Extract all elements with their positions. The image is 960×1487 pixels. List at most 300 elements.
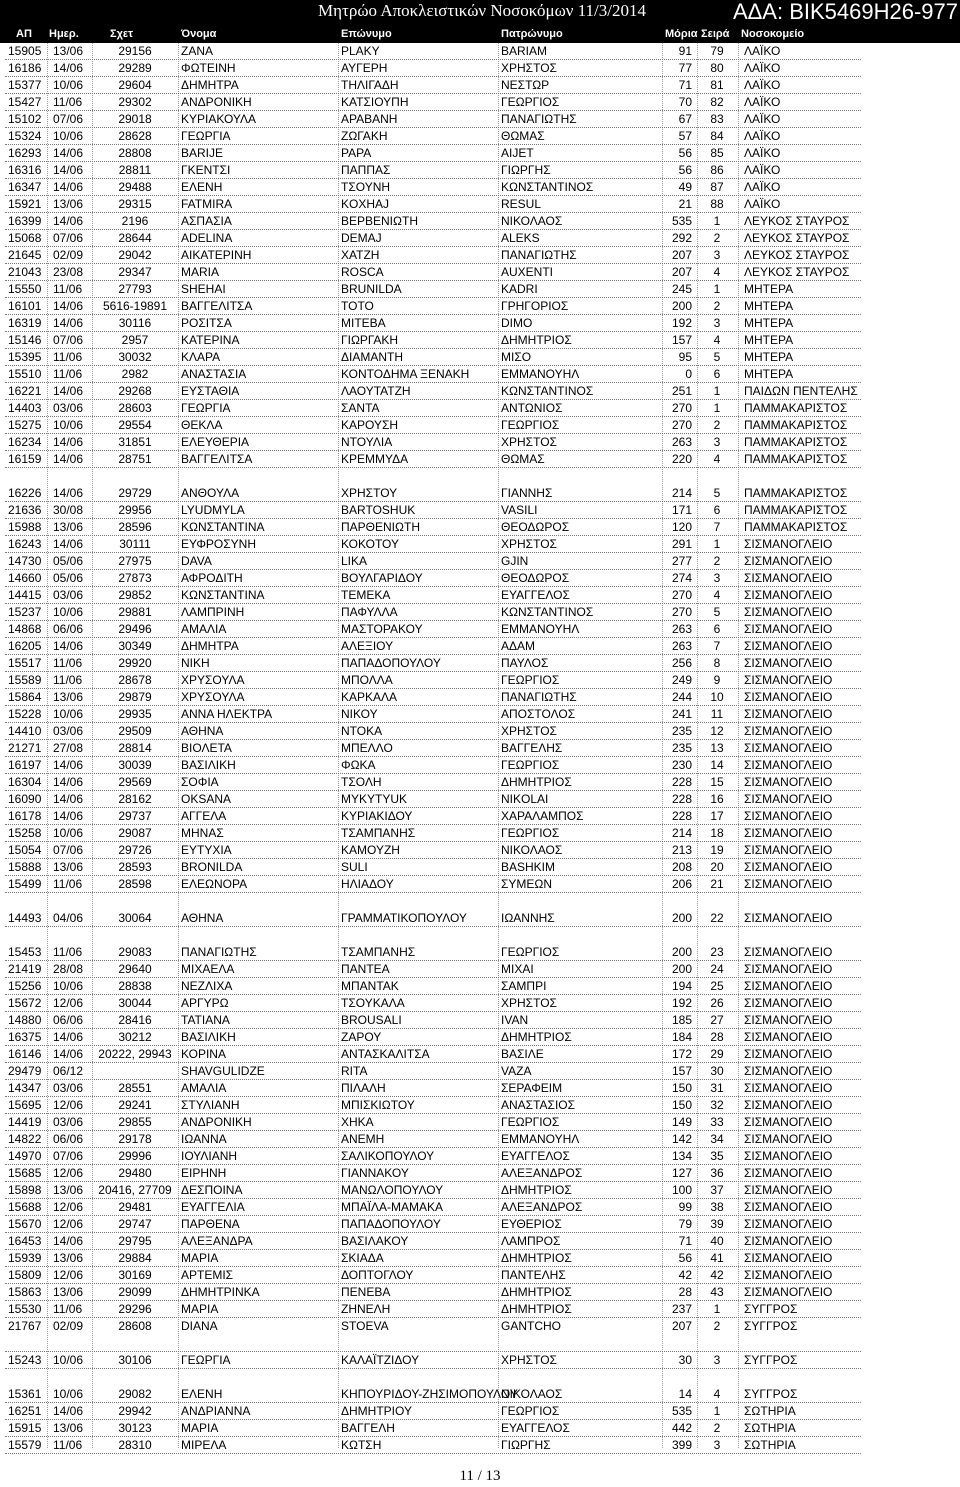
table-row bbox=[0, 604, 960, 621]
cell-ap: 14970 bbox=[8, 1149, 42, 1163]
cell-name: ΜΑΡΙΑ bbox=[181, 1251, 219, 1265]
cell-ap: 21636 bbox=[8, 503, 42, 517]
cell-name: ΜΑΡΙΑ bbox=[181, 1421, 219, 1435]
cell-father: ΕΜΜΑΝΟΥΗΛ bbox=[501, 1132, 580, 1146]
cell-moria: 21 bbox=[678, 197, 692, 211]
cell-name: ΚΑΤΕΡΙΝΑ bbox=[181, 333, 240, 347]
cell-father: ΝΕΣΤΩΡ bbox=[501, 78, 550, 92]
cell-father: ΧΑΡΑΛΑΜΠΟΣ bbox=[501, 809, 584, 823]
cell-moria: 157 bbox=[671, 1064, 692, 1078]
cell-hospital: ΣΙΣΜΑΝΟΓΛΕΙΟ bbox=[744, 741, 833, 755]
cell-hospital: ΣΙΣΜΑΝΟΓΛΕΙΟ bbox=[744, 588, 833, 602]
cell-father: NIKOLAI bbox=[501, 792, 549, 806]
cell-ap: 14868 bbox=[8, 622, 42, 636]
cell-surname: ΚΗΠΟΥΡΙΔΟΥ-ΖΗΣΙΜΟΠΟΥΛΟΥ bbox=[341, 1387, 518, 1401]
cell-ap: 16146 bbox=[8, 1047, 42, 1061]
cell-hospital: ΛΕΥΚΟΣ ΣΤΑΥΡΟΣ bbox=[744, 214, 850, 228]
cell-ap: 21271 bbox=[8, 741, 42, 755]
cell-father: ΚΩΝΣΤΑΝΤΙΝΟΣ bbox=[501, 180, 594, 194]
cell-date: 06/06 bbox=[53, 1132, 84, 1146]
cell-father: ΕΜΜΑΝΟΥΗΛ bbox=[501, 622, 580, 636]
cell-ap: 16101 bbox=[8, 299, 42, 313]
cell-surname: ΠΑΠΠΑΣ bbox=[341, 163, 391, 177]
cell-name: ΕΥΣΤΑΘΙΑ bbox=[181, 384, 240, 398]
cell-ap: 15361 bbox=[8, 1387, 42, 1401]
cell-father: ΕΥΑΓΓΕΛΟΣ bbox=[501, 1149, 570, 1163]
cell-father: ΝΙΚΟΛΑΟΣ bbox=[501, 214, 563, 228]
cell-name: ΑΡΓΥΡΩ bbox=[181, 996, 229, 1010]
cell-seira: 1 bbox=[713, 282, 721, 296]
cell-hospital: ΣΙΣΜΑΝΟΓΛΕΙΟ bbox=[744, 724, 833, 738]
cell-date: 14/06 bbox=[53, 214, 84, 228]
cell-ap: 15510 bbox=[8, 367, 42, 381]
cell-father: ΠΑΝΑΓΙΩΤΗΣ bbox=[501, 112, 577, 126]
cell-name: ΓΕΩΡΓΙΑ bbox=[181, 1353, 231, 1367]
cell-father: ΔΗΜΗΤΡΙΟΣ bbox=[501, 1251, 572, 1265]
cell-name: LYUDMYLA bbox=[181, 503, 245, 517]
cell-father: ΚΩΝΣΤΑΝΤΙΝΟΣ bbox=[501, 384, 594, 398]
cell-surname: ΑΛΕΞΙΟΥ bbox=[341, 639, 394, 653]
cell-seira: 26 bbox=[710, 996, 724, 1010]
cell-name: ΙΩΑΝΝΑ bbox=[181, 1132, 227, 1146]
cell-seira: 25 bbox=[710, 979, 724, 993]
cell-moria: 228 bbox=[671, 792, 692, 806]
cell-ap: 15324 bbox=[8, 129, 42, 143]
cell-surname: ΚΟΝΤΟΔΗΜΑ ΞΕΝΑΚΗ bbox=[341, 367, 470, 381]
table-row bbox=[0, 536, 960, 553]
cell-sxet: 5616-19891 bbox=[102, 299, 168, 313]
cell-ap: 16319 bbox=[8, 316, 42, 330]
cell-hospital: ΣΙΣΜΑΝΟΓΛΕΙΟ bbox=[744, 639, 833, 653]
cell-seira: 1 bbox=[713, 214, 721, 228]
cell-moria: 57 bbox=[678, 129, 692, 143]
cell-hospital: ΣΙΣΜΑΝΟΓΛΕΙΟ bbox=[744, 877, 833, 891]
cell-father: ΔΗΜΗΤΡΙΟΣ bbox=[501, 1183, 572, 1197]
cell-date: 14/06 bbox=[53, 1030, 84, 1044]
cell-ap: 16347 bbox=[8, 180, 42, 194]
cell-name: ΚΩΝΣΤΑΝΤΙΝΑ bbox=[181, 520, 265, 534]
cell-sxet: 30044 bbox=[118, 996, 152, 1010]
cell-date: 14/06 bbox=[53, 452, 84, 466]
cell-name: ΙΟΥΛΙΑΝΗ bbox=[181, 1149, 238, 1163]
cell-surname: ΚΡΕΜΜΥΔΑ bbox=[341, 452, 409, 466]
cell-sxet: 29268 bbox=[118, 384, 152, 398]
cell-surname: ΚΑΡΚΑΛΑ bbox=[341, 690, 398, 704]
table-row bbox=[0, 672, 960, 689]
cell-surname: ΓΙΩΡΓΑΚΗ bbox=[341, 333, 399, 347]
cell-name: ΕΛΕΥΘΕΡΙΑ bbox=[181, 435, 250, 449]
table-row bbox=[0, 145, 960, 162]
cell-moria: 249 bbox=[671, 673, 692, 687]
cell-surname: BARTOSHUK bbox=[341, 503, 416, 517]
cell-name: ΘΕΚΛΑ bbox=[181, 418, 223, 432]
cell-seira: 2 bbox=[713, 231, 721, 245]
cell-seira: 84 bbox=[710, 129, 724, 143]
cell-ap: 16159 bbox=[8, 452, 42, 466]
cell-seira: 4 bbox=[713, 333, 721, 347]
cell-hospital: ΣΙΣΜΑΝΟΓΛΕΙΟ bbox=[744, 945, 833, 959]
cell-moria: 213 bbox=[671, 843, 692, 857]
cell-sxet: 29569 bbox=[118, 775, 152, 789]
cell-sxet: 30039 bbox=[118, 758, 152, 772]
cell-ap: 15863 bbox=[8, 1285, 42, 1299]
cell-moria: 70 bbox=[678, 95, 692, 109]
cell-sxet: 29879 bbox=[118, 690, 152, 704]
cell-name: ΧΡΥΣΟΥΛΑ bbox=[181, 690, 245, 704]
cell-father: ΓΕΩΡΓΙΟΣ bbox=[501, 1115, 560, 1129]
cell-surname: ΚΟΚΟΤΟΥ bbox=[341, 537, 400, 551]
cell-ap: 15146 bbox=[8, 333, 42, 347]
cell-ap: 16234 bbox=[8, 435, 42, 449]
cell-hospital: ΠΑΜΜΑΚΑΡΙΣΤΟΣ bbox=[744, 520, 848, 534]
header-seira: Σειρά bbox=[701, 28, 730, 40]
cell-hospital: ΣΙΣΜΑΝΟΓΛΕΙΟ bbox=[744, 1132, 833, 1146]
cell-sxet: 29884 bbox=[118, 1251, 152, 1265]
table-row bbox=[0, 706, 960, 723]
cell-father: ΣΑΜΠΡΙ bbox=[501, 979, 547, 993]
cell-surname: ΖΑΡΟΥ bbox=[341, 1030, 382, 1044]
cell-name: ΑΝΘΟΥΛΑ bbox=[181, 486, 240, 500]
cell-name: OKSANA bbox=[181, 792, 232, 806]
cell-surname: ΠΑΡΘΕΝΙΩΤΗ bbox=[341, 520, 420, 534]
cell-moria: 292 bbox=[671, 231, 692, 245]
table-row bbox=[0, 417, 960, 434]
cell-seira: 7 bbox=[713, 639, 721, 653]
cell-hospital: ΣΙΣΜΑΝΟΓΛΕΙΟ bbox=[744, 1183, 833, 1197]
cell-date: 11/06 bbox=[53, 367, 83, 381]
cell-surname: ΤΗΛΙΓΑΔΗ bbox=[341, 78, 399, 92]
cell-name: ΔΕΣΠΟΙΝΑ bbox=[181, 1183, 243, 1197]
cell-hospital: ΣΩΤΗΡΙΑ bbox=[744, 1438, 796, 1452]
cell-sxet: 29942 bbox=[118, 1404, 152, 1418]
cell-hospital: ΣΙΣΜΑΝΟΓΛΕΙΟ bbox=[744, 571, 833, 585]
cell-sxet: 29640 bbox=[118, 962, 152, 976]
cell-ap: 15809 bbox=[8, 1268, 42, 1282]
cell-father: ΒΑΓΓΕΛΗΣ bbox=[501, 741, 563, 755]
cell-sxet: 29881 bbox=[118, 605, 152, 619]
table-row bbox=[0, 1216, 960, 1233]
cell-moria: 206 bbox=[671, 877, 692, 891]
cell-father: ΓΕΩΡΓΙΟΣ bbox=[501, 95, 560, 109]
table-row bbox=[0, 1114, 960, 1131]
cell-moria: 208 bbox=[671, 860, 692, 874]
cell-surname: ΣΚΙΑΔΑ bbox=[341, 1251, 384, 1265]
cell-hospital: ΣΙΣΜΑΝΟΓΛΕΙΟ bbox=[744, 1047, 833, 1061]
table-row bbox=[0, 196, 960, 213]
cell-surname: RITA bbox=[341, 1064, 368, 1078]
cell-sxet: 28596 bbox=[118, 520, 152, 534]
cell-sxet: 29852 bbox=[118, 588, 152, 602]
cell-date: 11/06 bbox=[53, 350, 83, 364]
cell-hospital: ΣΙΣΜΑΝΟΓΛΕΙΟ bbox=[744, 673, 833, 687]
cell-sxet: 28644 bbox=[118, 231, 152, 245]
cell-moria: 14 bbox=[678, 1387, 692, 1401]
cell-sxet: 29178 bbox=[118, 1132, 152, 1146]
table-row bbox=[0, 94, 960, 111]
cell-moria: 71 bbox=[678, 1234, 692, 1248]
cell-surname: BROUSALI bbox=[341, 1013, 402, 1027]
cell-date: 27/08 bbox=[53, 741, 84, 755]
table-row bbox=[0, 553, 960, 570]
cell-ap: 21767 bbox=[8, 1319, 42, 1333]
cell-sxet: 29289 bbox=[118, 61, 152, 75]
cell-date: 10/06 bbox=[53, 78, 84, 92]
cell-name: ΑΜΑΛΙΑ bbox=[181, 1081, 227, 1095]
cell-hospital: ΜΗΤΕΡΑ bbox=[744, 333, 794, 347]
cell-date: 11/06 bbox=[53, 1302, 83, 1316]
cell-name: ΕΛΕΩΝΟΡΑ bbox=[181, 877, 248, 891]
cell-ap: 16205 bbox=[8, 639, 42, 653]
cell-ap: 15237 bbox=[8, 605, 42, 619]
cell-name: ΕΛΕΝΗ bbox=[181, 1387, 223, 1401]
table-row bbox=[0, 1046, 960, 1063]
cell-father: ΑΛΕΞΑΝΔΡΟΣ bbox=[501, 1200, 583, 1214]
cell-name: ΑΝΔΡΟΝΙΚΗ bbox=[181, 1115, 252, 1129]
cell-seira: 9 bbox=[713, 673, 721, 687]
cell-hospital: ΠΑΜΜΑΚΑΡΙΣΤΟΣ bbox=[744, 486, 848, 500]
cell-surname: ΑΝΕΜΗ bbox=[341, 1132, 385, 1146]
cell-surname: ΠΑΝΤΕΑ bbox=[341, 962, 390, 976]
cell-seira: 4 bbox=[713, 452, 721, 466]
cell-name: ADELINA bbox=[181, 231, 233, 245]
cell-date: 11/06 bbox=[53, 673, 83, 687]
cell-hospital: ΜΗΤΕΡΑ bbox=[744, 299, 794, 313]
cell-hospital: ΣΙΣΜΑΝΟΓΛΕΙΟ bbox=[744, 843, 833, 857]
cell-name: ΔΗΜΗΤΡΑ bbox=[181, 78, 239, 92]
cell-moria: 149 bbox=[671, 1115, 692, 1129]
cell-sxet: 29996 bbox=[118, 1149, 152, 1163]
cell-ap: 15275 bbox=[8, 418, 42, 432]
cell-surname: ΠΑΦΥΛΛΑ bbox=[341, 605, 398, 619]
cell-ap: 15695 bbox=[8, 1098, 42, 1112]
cell-father: RESUL bbox=[501, 197, 542, 211]
cell-ap: 15517 bbox=[8, 656, 42, 670]
cell-name: ΑΝΔΡΙΑΝΝΑ bbox=[181, 1404, 251, 1418]
cell-date: 13/06 bbox=[53, 1421, 84, 1435]
cell-moria: 228 bbox=[671, 809, 692, 823]
cell-sxet: 29726 bbox=[118, 843, 152, 857]
cell-sxet: 29480 bbox=[118, 1166, 152, 1180]
cell-moria: 237 bbox=[671, 1302, 692, 1316]
cell-name: FATMIRA bbox=[181, 197, 233, 211]
cell-ap: 15243 bbox=[8, 1353, 42, 1367]
cell-father: ΧΡΗΣΤΟΣ bbox=[501, 537, 557, 551]
cell-surname: ΤΣΑΜΠΑΝΗΣ bbox=[341, 826, 416, 840]
cell-moria: 77 bbox=[678, 61, 692, 75]
cell-seira: 87 bbox=[710, 180, 724, 194]
cell-surname: ΣΑΛΙΚΟΠΟΥΛΟΥ bbox=[341, 1149, 435, 1163]
cell-date: 07/06 bbox=[53, 112, 84, 126]
cell-father: ΙΩΑΝΝΗΣ bbox=[501, 911, 555, 925]
table-row bbox=[0, 1352, 960, 1369]
cell-moria: 535 bbox=[671, 1404, 692, 1418]
cell-father: AUXENTI bbox=[501, 265, 554, 279]
cell-name: ΣΟΦΙΑ bbox=[181, 775, 219, 789]
table-row bbox=[0, 434, 960, 451]
cell-father: DIMO bbox=[501, 316, 533, 330]
cell-date: 02/09 bbox=[53, 1319, 84, 1333]
cell-hospital: ΜΗΤΕΡΑ bbox=[744, 350, 794, 364]
cell-date: 14/06 bbox=[53, 316, 84, 330]
cell-ap: 15054 bbox=[8, 843, 42, 857]
cell-date: 14/06 bbox=[53, 639, 84, 653]
cell-seira: 79 bbox=[710, 44, 724, 58]
cell-hospital: ΣΙΣΜΑΝΟΓΛΕΙΟ bbox=[744, 537, 833, 551]
table-row bbox=[0, 995, 960, 1012]
cell-moria: 120 bbox=[671, 520, 692, 534]
header-ap: ΑΠ bbox=[16, 28, 32, 40]
cell-ap: 15688 bbox=[8, 1200, 42, 1214]
cell-surname: ΒΑΣΙΛΑΚΟΥ bbox=[341, 1234, 409, 1248]
cell-hospital: ΣΙΣΜΑΝΟΓΛΕΙΟ bbox=[744, 1251, 833, 1265]
cell-seira: 19 bbox=[710, 843, 724, 857]
cell-father: ΒΑΣΙΛΕ bbox=[501, 1047, 544, 1061]
page-number: 11 / 13 bbox=[459, 1468, 501, 1484]
cell-hospital: ΛΑΪΚΟ bbox=[744, 44, 781, 58]
cell-father: ΣΕΡΑΦΕΙΜ bbox=[501, 1081, 563, 1095]
cell-hospital: ΜΗΤΕΡΑ bbox=[744, 367, 794, 381]
cell-name: ΓΚΕΝΤΣΙ bbox=[181, 163, 231, 177]
cell-hospital: ΣΙΣΜΑΝΟΓΛΕΙΟ bbox=[744, 775, 833, 789]
cell-date: 14/06 bbox=[53, 758, 84, 772]
cell-seira: 85 bbox=[710, 146, 724, 160]
cell-sxet: 30111 bbox=[119, 537, 151, 551]
cell-date: 07/06 bbox=[53, 333, 84, 347]
cell-father: ΓΕΩΡΓΙΟΣ bbox=[501, 826, 560, 840]
cell-date: 14/06 bbox=[53, 1047, 84, 1061]
header-name: Όνομα bbox=[181, 28, 217, 40]
cell-date: 14/06 bbox=[53, 180, 84, 194]
cell-name: ΑΦΡΟΔΙΤΗ bbox=[181, 571, 243, 585]
cell-sxet: 30212 bbox=[118, 1030, 152, 1044]
cell-sxet: 29956 bbox=[118, 503, 152, 517]
cell-ap: 16399 bbox=[8, 214, 42, 228]
cell-ap: 16243 bbox=[8, 537, 42, 551]
cell-surname: ΝΤΟΥΛΙΑ bbox=[341, 435, 393, 449]
cell-seira: 18 bbox=[710, 826, 724, 840]
cell-ap: 15499 bbox=[8, 877, 42, 891]
cell-surname: ΑΡΑΒΑΝΗ bbox=[341, 112, 398, 126]
cell-sxet: 29296 bbox=[118, 1302, 152, 1316]
cell-seira: 4 bbox=[713, 1387, 721, 1401]
cell-date: 14/06 bbox=[53, 384, 84, 398]
cell-moria: 442 bbox=[671, 1421, 692, 1435]
cell-hospital: ΛΑΪΚΟ bbox=[744, 61, 781, 75]
cell-sxet: 29347 bbox=[118, 265, 152, 279]
table-row bbox=[0, 1284, 960, 1301]
cell-seira: 80 bbox=[710, 61, 724, 75]
cell-surname: ΜΠΙΣΚΙΩΤΟΥ bbox=[341, 1098, 415, 1112]
table-row bbox=[0, 179, 960, 196]
cell-ap: 16186 bbox=[8, 61, 42, 75]
cell-moria: 244 bbox=[671, 690, 692, 704]
cell-father: ΧΡΗΣΤΟΣ bbox=[501, 61, 557, 75]
cell-seira: 38 bbox=[710, 1200, 724, 1214]
table-row bbox=[0, 230, 960, 247]
table-row bbox=[0, 1369, 960, 1403]
cell-hospital: ΜΗΤΕΡΑ bbox=[744, 316, 794, 330]
cell-name: ΛΑΜΠΡΙΝΗ bbox=[181, 605, 245, 619]
table-row bbox=[0, 366, 960, 383]
cell-sxet: 29920 bbox=[118, 656, 152, 670]
cell-hospital: ΠΑΜΜΑΚΑΡΙΣΤΟΣ bbox=[744, 503, 848, 517]
cell-name: ΣΤΥΛΙΑΝΗ bbox=[181, 1098, 240, 1112]
cell-seira: 24 bbox=[710, 962, 724, 976]
cell-surname: ΤΣΟΛΗ bbox=[341, 775, 382, 789]
cell-seira: 8 bbox=[713, 656, 721, 670]
cell-father: ΔΗΜΗΤΡΙΟΣ bbox=[501, 775, 572, 789]
cell-seira: 3 bbox=[713, 316, 721, 330]
cell-seira: 81 bbox=[710, 78, 724, 92]
cell-father: ΜΙΧΑΙ bbox=[501, 962, 534, 976]
table-row bbox=[0, 77, 960, 94]
cell-hospital: ΣΙΣΜΑΝΟΓΛΕΙΟ bbox=[744, 860, 833, 874]
cell-father: ΘΩΜΑΣ bbox=[501, 452, 545, 466]
cell-date: 13/06 bbox=[53, 44, 84, 58]
cell-ap: 29479 bbox=[8, 1064, 42, 1078]
cell-moria: 56 bbox=[678, 146, 692, 160]
cell-date: 12/06 bbox=[53, 1166, 84, 1180]
cell-moria: 127 bbox=[671, 1166, 692, 1180]
cell-surname: ΔΗΜΗΤΡΙΟΥ bbox=[341, 1404, 412, 1418]
cell-ap: 15898 bbox=[8, 1183, 42, 1197]
cell-moria: 274 bbox=[671, 571, 692, 585]
cell-hospital: ΣΩΤΗΡΙΑ bbox=[744, 1421, 796, 1435]
cell-name: ΜΗΝΑΣ bbox=[181, 826, 224, 840]
cell-date: 23/08 bbox=[53, 265, 84, 279]
cell-sxet: 31851 bbox=[118, 435, 152, 449]
cell-name: ΑΙΚΑΤΕΡΙΝΗ bbox=[181, 248, 252, 262]
cell-name: ΑΓΓΕΛΑ bbox=[181, 809, 227, 823]
cell-father: ΘΕΟΔΩΡΟΣ bbox=[501, 520, 570, 534]
document-banner bbox=[0, 0, 960, 26]
cell-surname: ΑΝΤΑΣΚΑΛΙΤΣΑ bbox=[341, 1047, 430, 1061]
cell-father: ΔΗΜΗΤΡΙΟΣ bbox=[501, 333, 572, 347]
cell-moria: 263 bbox=[671, 639, 692, 653]
table-row bbox=[0, 332, 960, 349]
cell-sxet: 30116 bbox=[118, 316, 152, 330]
cell-ap: 16197 bbox=[8, 758, 42, 772]
cell-hospital: ΠΑΜΜΑΚΑΡΙΣΤΟΣ bbox=[744, 452, 848, 466]
cell-father: ΓΡΗΓΟΡΙΟΣ bbox=[501, 299, 569, 313]
cell-name: ΔΗΜΗΤΡΙΝΚΑ bbox=[181, 1285, 260, 1299]
table-row bbox=[0, 264, 960, 281]
cell-moria: 220 bbox=[671, 452, 692, 466]
table-row bbox=[0, 1165, 960, 1182]
cell-name: ΚΟΡΙΝΑ bbox=[181, 1047, 226, 1061]
cell-seira: 3 bbox=[713, 248, 721, 262]
cell-surname: ΝΙΚΟΥ bbox=[341, 707, 378, 721]
cell-date: 05/06 bbox=[53, 571, 84, 585]
cell-ap: 14415 bbox=[8, 588, 42, 602]
cell-sxet: 20222, 29943 bbox=[98, 1047, 172, 1061]
cell-surname: ΜΑΝΩΛΟΠΟΥΛΟΥ bbox=[341, 1183, 444, 1197]
cell-moria: 270 bbox=[671, 418, 692, 432]
cell-hospital: ΣΙΣΜΑΝΟΓΛΕΙΟ bbox=[744, 1268, 833, 1282]
cell-moria: 150 bbox=[671, 1098, 692, 1112]
cell-sxet: 2196 bbox=[121, 214, 149, 228]
cell-date: 03/06 bbox=[53, 724, 84, 738]
cell-date: 03/06 bbox=[53, 588, 84, 602]
cell-ap: 21043 bbox=[8, 265, 42, 279]
cell-surname: ΧΗΚΑ bbox=[341, 1115, 374, 1129]
cell-surname: ΤΣΟΥΝΗ bbox=[341, 180, 391, 194]
cell-name: ΑΘΗΝΑ bbox=[181, 911, 224, 925]
cell-surname: ΦΩΚΑ bbox=[341, 758, 376, 772]
cell-father: ΑΠΟΣΤΟΛΟΣ bbox=[501, 707, 576, 721]
cell-ap: 14419 bbox=[8, 1115, 42, 1129]
cell-name: ΝΕΖΛΙΧΑ bbox=[181, 979, 233, 993]
